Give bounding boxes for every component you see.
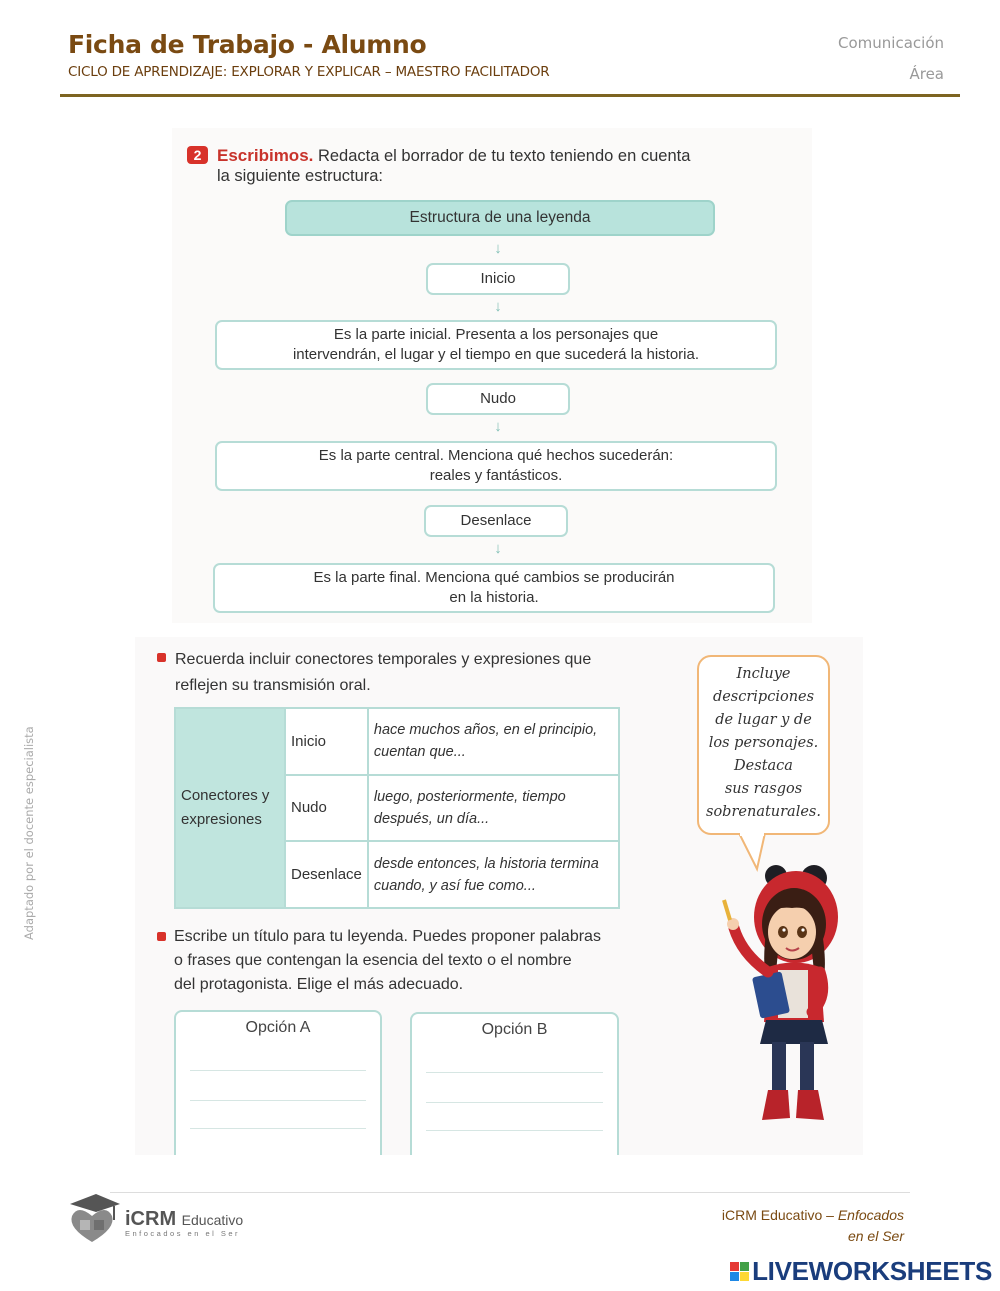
bubble-line: descripciones xyxy=(712,689,815,705)
examples-line: hace muchos años, en el principio, xyxy=(373,722,598,739)
category-cell xyxy=(175,708,285,908)
phase-cell: Desenlace xyxy=(285,841,368,908)
category-line: expresiones xyxy=(181,811,262,828)
bubble-line: de lugar y de xyxy=(715,712,812,728)
liveworksheets-logo-icon xyxy=(730,1262,749,1281)
examples-cell xyxy=(368,708,619,775)
part-description-box-desenlace xyxy=(213,563,775,613)
description-line: Es la parte inicial. Presenta a los personajes que xyxy=(333,326,659,343)
bubble-line: sobrenaturales. xyxy=(706,804,821,820)
option-b-label: Opción B xyxy=(481,1021,548,1038)
bullet-icon xyxy=(157,932,166,941)
writing-line[interactable] xyxy=(190,1128,366,1129)
part-name-box-nudo xyxy=(426,383,570,415)
writing-line[interactable] xyxy=(190,1100,366,1101)
task-line: o frases que contengan la esencia del texto o el nombre xyxy=(174,952,572,969)
task-line: Escribe un título para tu leyenda. Puedes proponer palabras xyxy=(174,928,601,945)
phase-cell: Inicio xyxy=(285,708,368,775)
description-line: reales y fantásticos. xyxy=(429,467,563,484)
logo-brand: iCRM xyxy=(125,1208,177,1230)
section-number-badge: 2 xyxy=(187,146,208,164)
reminder-line-2: reflejen su transmisión oral. xyxy=(175,677,371,694)
logo-word: Educativo xyxy=(181,1212,244,1228)
footer-credit xyxy=(722,1205,904,1247)
table-row xyxy=(175,708,619,775)
bubble-line: Incluye xyxy=(736,666,791,682)
writing-line[interactable] xyxy=(426,1072,603,1073)
logo-tagline: Enfocados en el Ser xyxy=(125,1229,241,1238)
reminder-line-1: Recuerda incluir conectores temporales y expresiones que xyxy=(175,651,592,668)
page-subtitle: CICLO DE APRENDIZAJE: EXPLORAR Y EXPLICAR – MAESTRO FACILITADOR xyxy=(68,64,550,80)
down-arrow-icon: ↓ xyxy=(494,298,502,315)
part-description-box-nudo xyxy=(215,441,777,491)
connectors-table xyxy=(174,707,620,909)
section-instruction xyxy=(217,146,797,186)
bubble-line: sus rasgos xyxy=(724,781,803,797)
option-b-box[interactable] xyxy=(410,1012,619,1155)
down-arrow-icon: ↓ xyxy=(494,540,502,557)
category-line: Conectores y xyxy=(181,787,270,804)
structure-title-box xyxy=(285,200,715,236)
examples-cell xyxy=(368,775,619,842)
side-note: Adaptado por el docente especialista xyxy=(22,726,36,940)
reminder-text xyxy=(175,647,645,699)
down-arrow-icon: ↓ xyxy=(494,418,502,435)
footer-divider xyxy=(110,1192,910,1193)
description-line: intervendrán, el lugar y el tiempo en que sucederá la historia. xyxy=(292,346,700,363)
examples-line: cuentan que... xyxy=(373,744,466,761)
credit-italic: en el Ser xyxy=(847,1228,904,1244)
instruction-line-1: Redacta el borrador de tu texto teniendo en cuenta xyxy=(317,147,691,165)
subject-label: Comunicación xyxy=(838,34,944,52)
area-label: Área xyxy=(909,65,944,83)
title-task-text xyxy=(174,925,644,997)
description-line: Es la parte central. Menciona qué hechos sucederán: xyxy=(318,447,674,464)
writing-line[interactable] xyxy=(426,1102,603,1103)
student-girl-illustration-icon xyxy=(716,862,846,1132)
option-a-box[interactable] xyxy=(174,1010,382,1155)
instruction-line-2: la siguiente estructura: xyxy=(217,167,384,185)
part-description-box-inicio xyxy=(215,320,777,370)
speech-bubble xyxy=(697,655,830,835)
header-divider xyxy=(60,94,960,97)
credit-name: iCRM Educativo – xyxy=(721,1207,838,1223)
credit-italic: Enfocados xyxy=(837,1207,904,1223)
icrm-logo-icon xyxy=(62,1186,122,1246)
description-line: Es la parte final. Menciona qué cambios se producirán xyxy=(313,569,675,586)
subject-area xyxy=(838,28,944,90)
watermark-text: LIVEWORKSHEETS xyxy=(752,1256,992,1286)
examples-cell xyxy=(368,841,619,908)
down-arrow-icon: ↓ xyxy=(494,240,502,257)
bubble-line: los personajes. xyxy=(708,735,819,751)
bubble-line: Destaca xyxy=(734,758,793,774)
examples-line: luego, posteriormente, tiempo xyxy=(373,788,566,805)
part-name: Desenlace xyxy=(460,512,532,529)
part-name: Inicio xyxy=(480,270,516,287)
examples-line: después, un día... xyxy=(373,810,490,827)
description-line: en la historia. xyxy=(449,589,539,606)
part-name: Nudo xyxy=(480,390,516,407)
examples-line: desde entonces, la historia termina xyxy=(373,855,599,872)
examples-line: cuando, y así fue como... xyxy=(373,877,536,894)
writing-line[interactable] xyxy=(190,1070,366,1071)
part-name-box-desenlace xyxy=(424,505,568,537)
logo-text xyxy=(125,1208,243,1231)
part-name-box-inicio xyxy=(426,263,570,295)
bullet-icon xyxy=(157,653,166,662)
task-line: del protagonista. Elige el más adecuado. xyxy=(174,976,464,993)
structure-title: Estructura de una leyenda xyxy=(409,209,591,226)
writing-line[interactable] xyxy=(426,1130,603,1131)
option-a-label: Opción A xyxy=(245,1019,311,1036)
phase-cell: Nudo xyxy=(285,775,368,842)
section-lead: Escribimos. xyxy=(217,146,314,165)
liveworksheets-watermark xyxy=(730,1256,992,1287)
page-title: Ficha de Trabajo - Alumno xyxy=(68,30,427,59)
